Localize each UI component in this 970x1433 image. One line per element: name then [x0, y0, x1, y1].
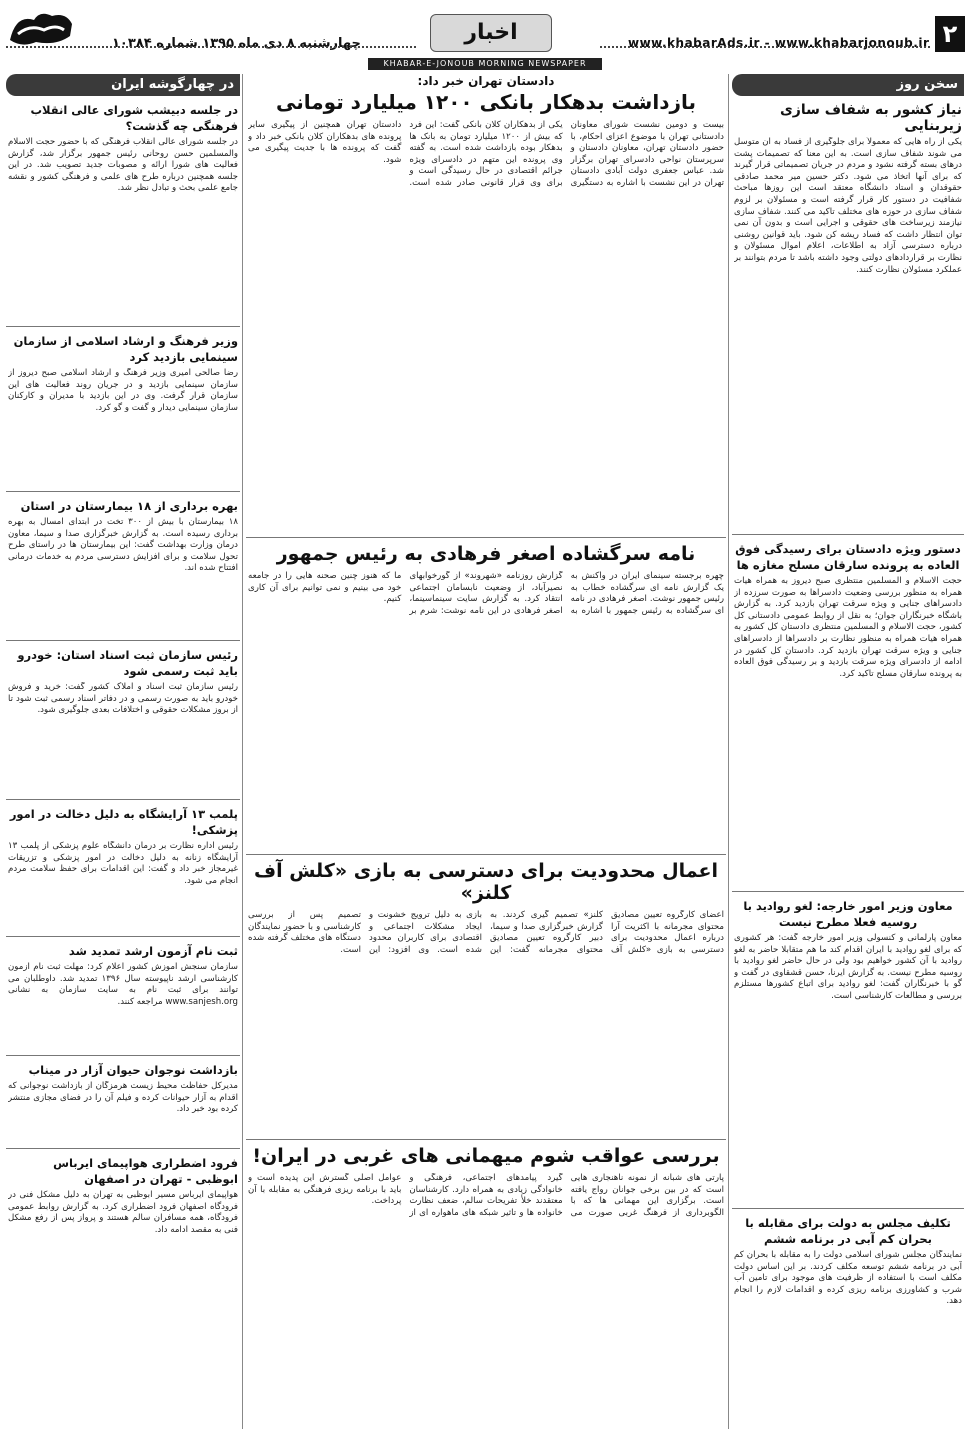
page-number: ۲ [935, 16, 965, 52]
news-item [6, 102, 240, 321]
editorial-headline: نیاز کشور به شفاف سازی زیربنایی [779, 102, 962, 134]
news-item [6, 1062, 240, 1143]
story-headline: بررسی عواقب شوم میهمانی های غربی در ایران! [252, 1145, 720, 1167]
news-headline: ثبت نام آزمون ارشد تمدید شد [68, 944, 238, 958]
divider [6, 1148, 240, 1149]
section-title: اخبار [430, 14, 552, 52]
news-body: رئیس اداره نظارت بر درمان دانشگاه علوم پزشکی از پلمب ۱۳ آرایشگاه زنانه به دلیل دخالت در امور پزشکی و تزریقات غیرمجاز خبر داد و گفت: این اقدامات برای حفظ سلامت مردم انجام می شود. [8, 841, 238, 886]
story-body: پارتی های شبانه از نمونه ناهنجاری هایی است که در بین برخی جوانان رواج یافته است. برگزاری این مهمانی ها که با الگوبرداری از فرهنگ غربی صورت می گیرد پیامدهای اجتماعی، فرهنگی و خانوادگی زیادی به همراه دارد. کارشناسان معتقدند خلأ تفریحات سالم، ضعف نظارت خانواده ها و تاثیر شبکه های ماهواره ای از عوامل اصلی گسترش این پدیده است و باید با برنامه ریزی فرهنگی به مقابله با آن پرداخت. [248, 1173, 724, 1218]
news-headline: رئیس سازمان ثبت اسناد استان: خودرو باید ثبت رسمی شود [17, 648, 238, 678]
divider [732, 1208, 964, 1209]
divider [246, 1139, 726, 1140]
divider [246, 854, 726, 855]
news-body: رضا صالحی امیری وزیر فرهنگ و ارشاد اسلامی صبح دیروز از سازمان سینمایی بازدید و در جریان روند فعالیت های این سازمان قرار گرفت. وی در این بازدید با مدیران و کارکنان سازمان سینمایی دیدار و گفت و گو کرد. [8, 368, 238, 413]
divider [246, 537, 726, 538]
divider [732, 534, 964, 535]
divider [6, 640, 240, 641]
news-item [6, 647, 240, 794]
news-body: هواپیمای ایرباس مسیر ابوظبی به تهران به دلیل مشکل فنی در فرودگاه اصفهان فرود اضطراری کرد. به گزارش روابط عمومی فرودگاه، همه مسافران سالم هستند و پرواز پس از رفع مشکل فنی به مقصد ادامه داد. [8, 1190, 238, 1235]
news-headline: وزیر فرهنگ و ارشاد اسلامی از سازمان سینمایی بازدید کرد [13, 334, 238, 364]
column-separator [728, 74, 729, 1429]
center-column [246, 74, 726, 1429]
paper-ribbon: KHABAR-E-JONOUB MORNING NEWSPAPER [368, 58, 602, 70]
divider [6, 46, 416, 48]
divider [6, 491, 240, 492]
right-column [732, 74, 964, 1429]
story-headline: نامه سرگشاده اصغر فرهادی به رئیس جمهور [276, 543, 696, 565]
masthead [0, 0, 970, 62]
news-headline: معاون وزیر امور خارجه: لغو روادید با روسیه فعلا مطرح نیست [743, 899, 953, 929]
news-headline: فرود اضطراری هواپیمای ایرباس ابوظبی - تهران در اصفهان [53, 1156, 238, 1186]
divider [6, 799, 240, 800]
column-tag: در چهارگوشه ایران [6, 74, 240, 96]
news-item [6, 333, 240, 486]
main-story-body: بیست و دومین نشست شورای معاونان دادستانی تهران با موضوع اعزای احکام، با حضور دادستان تهران، معاونان دادستان و سرپرستان نواحی دادسرای تهران برگزار شد. عباس جعفری دولت آبادی دادستان تهران در این نشست با اشاره به دستگیری یکی از بدهکاران کلان بانکی گفت: این فرد که بیش از ۱۲۰۰ میلیارد تومان به بانک ها بدهکار بوده بازداشت شده است. به گفته وی پرونده این متهم در دادسرای ویژه جرائم اقتصادی در حال رسیدگی است و برای وی قرار قانونی صادر شده است. دادستان تهران همچنین از پیگیری سایر پرونده های بدهکاران کلان بانکی خبر داد و گفت که پرونده ها با جدیت پیگیری می شود. [248, 120, 724, 188]
news-body: نمایندگان مجلس شورای اسلامی دولت را به مقابله با بحران کم آبی در برنامه ششم توسعه مکلف کردند. بر این اساس دولت مکلف است با استفاده از ظرفیت های موجود برای تامین آب شرب و کشاورزی برنامه ریزی کرده و اقدامات لازم را انجام دهد. [734, 1250, 962, 1307]
main-headline: بازداشت بدهکار بانکی ۱۲۰۰ میلیارد تومانی [276, 90, 696, 114]
divider [6, 326, 240, 327]
news-body: ۱۸ بیمارستان با بیش از ۳۰۰ تخت در ابتدای امسال به بهره برداری رسیده است. به گزارش خبرگزاری صدا و سیما، معاون درمان وزارت بهداشت گفت: این بیمارستان ها در راستای طرح تحول سلامت و برای افزایش دسترسی مردم به خدمات درمانی افتتاح شده اند. [8, 517, 238, 574]
news-headline: بهره برداری از ۱۸ بیمارستان در استان [20, 499, 238, 513]
news-headline: دستور ویژه دادستان برای رسیدگی فوق العاده به پرونده سارقان مسلح مغازه ها [735, 542, 961, 572]
news-body: مدیرکل حفاظت محیط زیست هرمزگان از بازداشت نوجوانی که اقدام به آزار حیوانات کرده و فیلم آن را در فضای مجازی منتشر کرده بود خبر داد. [8, 1081, 238, 1115]
editorial-body: یکی از راه هایی که معمولاً برای جلوگیری از فساد به آن متوسل می شوند شفاف سازی است. به این معنا که تصمیمات پشت درهای بسته گرفته نشود و مردم در جریان تصمیماتی قرار گیرند که برای آنها اتخاذ می شود. دکتر حسین میر محمد صادقی حقوقدان و استاد دانشگاه معتقد است این روزها مباحث شفافیت در دستور کار قرار گرفته است و مسئولان بر لزوم شفاف سازی در حوزه های مختلف تاکید می کنند. شفاف سازی نیازمند زیرساخت های حقوقی و اجرایی است و بدون آن نمی توان انتظار داشت که فساد ریشه کن شود. باید قوانین روشنی درباره دسترسی آزاد به اطلاعات، اعلام اموال مسئولان و نظارت بر قراردادهای دولتی وجود داشته باشد تا مردم بتوانند بر عملکرد مسئولان نظارت کنند. [734, 137, 962, 275]
news-headline: تکلیف مجلس به دولت برای مقابله با بحران کم آبی در برنامه ششم [745, 1216, 951, 1246]
news-body: حجت الاسلام و المسلمین منتظری صبح دیروز به همراه هیات همراه به منظور بررسی وضعیت دادسراها به صورت سرزده از دادسراهای جنایی و ویژه سرقت تهران بازدید کرد. به گزارش باشگاه خبرنگاران جوان؛ به نقل از روابط عمومی دادستانی کل کشور، حجت الاسلام و المسلمین منتظری دادستان کل کشور به همراه هیات همراه به منظور نظارت بر دادسراها از دادسراهای جنایی و ویژه سرقت تهران بازدید کرد. دادستان کل کشور در ادامه از دادسرای ویژه سرقت بازدید و بر رسیدگی فوق العاده به پرونده سارقان مسلح تاکید کرد. [734, 576, 962, 679]
news-item [6, 943, 240, 1050]
column-tag: سخن روز [732, 74, 964, 96]
news-item [6, 806, 240, 931]
divider [6, 1055, 240, 1056]
news-body: سازمان سنجش آموزش کشور اعلام کرد: مهلت ثبت نام آزمون کارشناسی ارشد ناپیوسته سال ۱۳۹۶ تمدید شد. داوطلبان می توانند برای ثبت نام به سایت سازمان به نشانی www.sanjesh.org مراجعه کنند. [8, 962, 238, 1007]
news-headline: در جلسه دبیشب شورای عالی انقلاب فرهنگی چه گذشت؟ [30, 103, 238, 133]
divider [600, 46, 930, 48]
news-body: رئیس سازمان ثبت اسناد و املاک کشور گفت: خرید و فروش خودرو باید به صورت رسمی و در دفاتر اسناد رسمی ثبت شود تا از بروز مشکلات حقوقی و اختلافات بعدی جلوگیری شود. [8, 682, 238, 716]
issue-date-line: چهارشنبه ۸ دی ماه ۱۳۹۵ شماره ۱۰۳۸۴ [112, 36, 361, 51]
news-headline: پلمب ۱۳ آرایشگاه به دلیل دخالت در امور پزشکی! [9, 807, 238, 837]
news-body: در جلسه شورای عالی انقلاب فرهنگی که با حضور حجت الاسلام والمسلمین حسن روحانی رئیس جمهور برگزار شد، گزارش فعالیت های شورا ارائه و مصوبات جدید تصویب شد. در این جلسه همچنین درباره طرح های علمی و فرهنگی کشور و نقشه جامع علمی بحث و تبادل نظر شد. [8, 137, 238, 194]
news-body: معاون پارلمانی و کنسولی وزیر امور خارجه گفت: هر کشوری که برای لغو روادید با ایران اقدام کند ما هم متقابلا حاضر به لغو روادید با آن کشور خواهیم بود ولی در حال حاضر لغو روادید با روسیه مطرح نیست. به گزارش ایرنا، حسن قشقاوی در گفت و گو با خبرنگاران گفت: لغو روادید برای اتباع کشورها مستلزم بررسی و مطالعات کارشناسی است. [734, 933, 962, 1001]
column-separator [242, 74, 243, 1429]
story-body: چهره برجسته سینمای ایران در واکنش به یک گزارش نامه ای سرگشاده خطاب به رئیس جمهور نوشت. اصغر فرهادی در نامه ای سرگشاده به رئیس جمهور با اشاره به گزارش روزنامه «شهروند» از گورخوابهای نصیرآباد، از وضعیت نابسامان اجتماعی انتقاد کرد. به گزارش سایت سینماسینما، اصغر فرهادی در این نامه نوشت: شرم بر ما که هنوز چنین صحنه هایی را در جامعه خود می بینیم و نمی توانیم برای آن کاری کنیم. [248, 571, 724, 616]
divider [6, 936, 240, 937]
news-headline: بازداشت نوجوان حیوان آزار در میناب [28, 1063, 238, 1077]
divider [732, 891, 964, 892]
news-item [6, 498, 240, 635]
website-urls: www.khabarAds.ir - www.khabarjonoub.ir [628, 36, 930, 50]
story-headline: اعمال محدودیت برای دسترسی به بازی «کلش آف کلنز» [254, 860, 718, 904]
story-body: اعضای کارگروه تعیین مصادیق محتوای مجرمانه با اکثریت آرا درباره اعمال محدودیت برای دسترسی به بازی «کلش آف کلنز» تصمیم گیری کردند. به گزارش خبرگزاری صدا و سیما، دبیر کارگروه تعیین مصادیق محتوای مجرمانه گفت: این بازی به دلیل ترویج خشونت و ایجاد مشکلات اجتماعی و اقتصادی برای کاربران محدود شده است. وی افزود: این تصمیم پس از بررسی کارشناسی و با حضور نمایندگان دستگاه های مختلف گرفته شده است. [248, 910, 724, 955]
story-kicker: دادستان تهران خبر داد: [417, 74, 555, 88]
left-column [6, 74, 240, 1429]
news-item [6, 1155, 240, 1270]
